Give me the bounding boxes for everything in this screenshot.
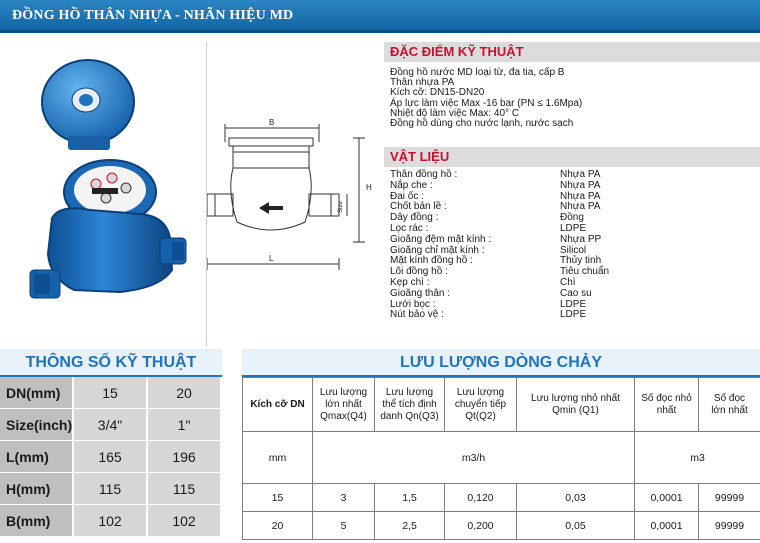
table-row: 20 5 2,5 0,200 0,05 0,0001 99999 [243, 512, 760, 540]
col-qt: Lưu lượng chuyển tiếp Qt(Q2) [445, 378, 517, 432]
table-row [0, 441, 222, 473]
material-row: Lọc rác : LDPE [390, 222, 587, 234]
material-row: Chốt bản lề : Nhựa PA [390, 201, 601, 213]
material-row: Nắp che : Nhựa PA [390, 179, 601, 191]
title-bar [0, 0, 760, 33]
features-heading: ĐẶC ĐIỂM KỸ THUẬT [384, 42, 760, 62]
unit-size: mm [243, 432, 313, 484]
material-row: Lưới bọc : LDPE [390, 298, 587, 310]
flow-rate-table [242, 349, 760, 543]
cell: 102 [74, 505, 148, 536]
cell: 115 [74, 473, 148, 504]
col-qmax: Lưu lượng lớn nhất Qmax(Q4) [313, 378, 375, 432]
material-row: Lõi đồng hồ : Tiêu chuẩn [390, 266, 610, 278]
flow-grid [242, 377, 760, 540]
material-row: Đai ốc : Nhựa PA [390, 190, 601, 202]
col-size: Kích cỡ DN [243, 378, 313, 432]
cell: 20 [148, 377, 222, 408]
row-label: Size(inch) [0, 409, 74, 440]
drawing-label-size: Size [338, 201, 344, 213]
materials-list [384, 167, 760, 321]
material-row: Dây đồng : Đồng [390, 212, 584, 224]
table-row [0, 473, 222, 505]
row-label: B(mm) [0, 505, 74, 536]
material-row: Thân đồng hồ : Nhựa PA [390, 169, 601, 180]
material-row: Mặt kính đồng hồ : Thủy tinh [390, 255, 602, 267]
technical-drawing [206, 42, 382, 346]
material-row: Gioăng đệm mặt kính : Nhựa PP [390, 233, 602, 245]
row-label: DN(mm) [0, 377, 74, 408]
table-row [0, 409, 222, 441]
features-list [384, 62, 760, 147]
tech-specs-heading: THÔNG SỐ KỸ THUẬT [0, 349, 222, 377]
table-header-row [243, 378, 760, 432]
material-row: Gioăng thân : Cao su [390, 287, 592, 299]
col-min-read: Số đọc nhỏ nhất [635, 378, 699, 432]
technical-drawing-icon [207, 42, 383, 346]
row-label: H(mm) [0, 473, 74, 504]
feature-line: Kích cỡ: DN15-DN20 [390, 87, 485, 99]
material-row: Gioăng chỉ mặt kính : Silicol [390, 244, 587, 256]
feature-line: Thân nhựa PA [390, 77, 455, 89]
water-meter-photo [0, 42, 206, 346]
row-label: L(mm) [0, 441, 74, 472]
cell: 102 [148, 505, 222, 536]
col-max-read: Số đọc lớn nhất [699, 378, 760, 432]
cell: 196 [148, 441, 222, 472]
flow-heading: LƯU LƯỢNG DÒNG CHẢY [242, 349, 760, 377]
unit-reading: m3 [635, 432, 760, 484]
table-row [0, 505, 222, 537]
feature-line: Đồng hồ dùng cho nước lạnh, nước sạch [390, 118, 574, 130]
cell: 3/4" [74, 409, 148, 440]
drawing-label-b: B [269, 118, 275, 127]
table-units-row [243, 432, 760, 484]
feature-line: Áp lực làm việc Max -16 bar (PN ≤ 1.6Mpa) [390, 97, 583, 109]
feature-line: Đồng hồ nước MD loại từ, đa tia, cấp B [390, 67, 565, 78]
table-row: 15 3 1,5 0,120 0,03 0,0001 99999 [243, 484, 760, 512]
col-qmin: Lưu lượng nhỏ nhất Qmin (Q1) [517, 378, 635, 432]
cell: 115 [148, 473, 222, 504]
cell: 1" [148, 409, 222, 440]
unit-flow: m3/h [313, 432, 635, 484]
cell: 15 [74, 377, 148, 408]
col-qn: Lưu lượng thể tích định danh Qn(Q3) [375, 378, 445, 432]
material-row: Nút bảo vệ : LDPE [390, 309, 587, 321]
table-row [0, 377, 222, 409]
drawing-label-h: H [366, 183, 372, 192]
material-row: Kẹp chì : Chì [390, 276, 576, 288]
tech-specs-table [0, 349, 222, 543]
water-meter-icon [0, 42, 206, 346]
spec-panel [384, 42, 760, 346]
feature-line: Nhiệt độ làm việc Max: 40° C [390, 107, 520, 119]
drawing-label-l: L [269, 254, 274, 263]
materials-heading: VẬT LIỆU [384, 147, 760, 167]
cell: 165 [74, 441, 148, 472]
page-title: ĐỒNG HỒ THÂN NHỰA - NHÃN HIỆU MD [12, 8, 294, 23]
